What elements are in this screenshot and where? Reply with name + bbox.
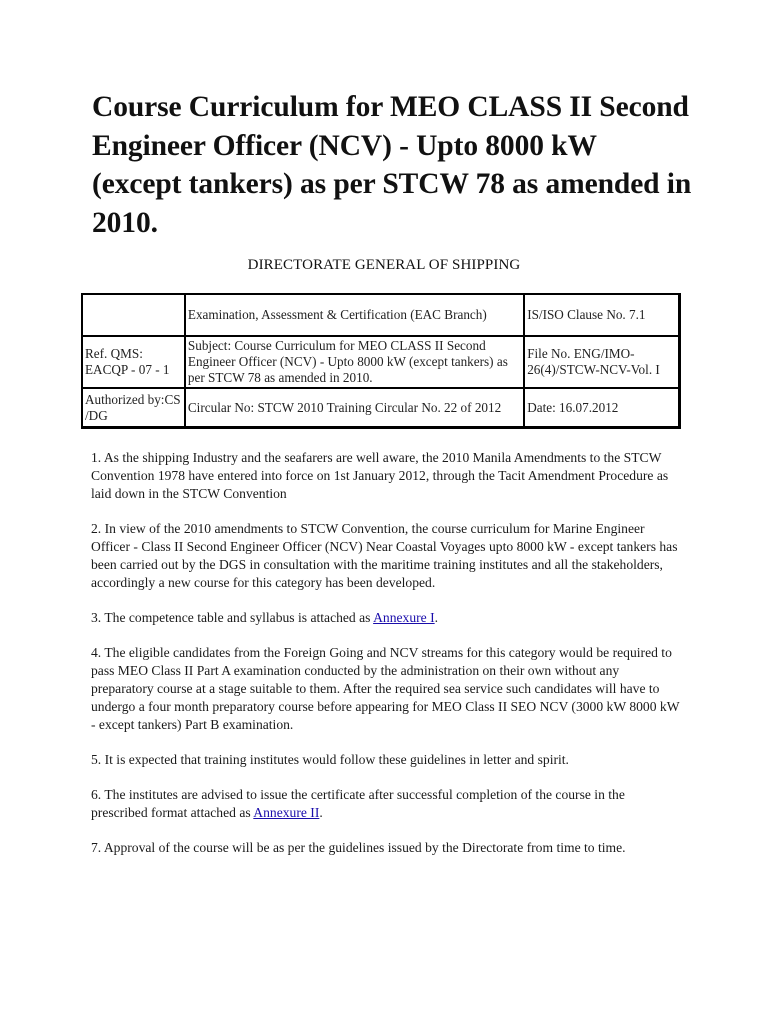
table-cell-branch: Examination, Assessment & Certification (EAC Branch) [185, 294, 524, 336]
table-row [82, 336, 679, 388]
table-cell-subject: Subject: Course Curriculum for MEO CLASS II Second Engineer Officer (NCV) - Upto 8000 kW (except tankers) as per STCW 78 as amended in 2010. [185, 336, 524, 388]
table-cell-authorized-by: Authorized by:CS /DG [82, 388, 185, 427]
paragraph-5: 5. It is expected that training institutes would follow these guidelines in letter and spirit. [91, 752, 569, 767]
paragraph-6-text: 6. The institutes are advised to issue the certificate after successful completion of the course in the prescribed format attached as [91, 787, 625, 820]
paragraph-7: 7. Approval of the course will be as per the guidelines issued by the Directorate from time to time. [91, 840, 626, 855]
table-cell-file-no: File No. ENG/IMO-26(4)/STCW-NCV-Vol. I [524, 336, 679, 388]
annexure-ii-link[interactable]: Annexure II [253, 805, 320, 820]
table-cell-iso-clause: IS/ISO Clause No. 7.1 [524, 294, 679, 336]
organization-heading: DIRECTORATE GENERAL OF SHIPPING [247, 257, 521, 273]
paragraph-6 [91, 786, 681, 822]
table-row [82, 294, 679, 336]
paragraph-3 [91, 609, 681, 627]
paragraph-3-end: . [434, 610, 439, 625]
paragraph-6-end: . [319, 805, 323, 820]
annexure-i-link[interactable]: Annexure I [373, 610, 435, 625]
paragraph-3-text: 3. The competence table and syllabus is attached as [91, 610, 374, 625]
circular-info-table [81, 293, 681, 429]
table-row [82, 388, 679, 427]
body-paragraphs [91, 449, 681, 874]
table-cell-circular-no: Circular No: STCW 2010 Training Circular No. 22 of 2012 [185, 388, 524, 427]
paragraph-1: 1. As the shipping Industry and the seafarers are well aware, the 2010 Manila Amendments to the STCW Convention 1978 have entered into force on 1st January 2012, through the Tacit Amendment Procedure as laid down in the STCW Convention [91, 450, 669, 501]
table-cell-ref-qms: Ref. QMS: EACQP - 07 - 1 [82, 336, 185, 388]
table-cell-empty [82, 294, 185, 336]
paragraph-2: 2. In view of the 2010 amendments to STCW Convention, the course curriculum for Marine Engineer Officer - Class II Second Engineer Officer (NCV) Near Coastal Voyages upto 8000 kW - except tankers has been carried out by the DGS in consultation with the maritime training institutes and all the stakeholders, accordingly a new course for this category has been developed. [91, 521, 678, 590]
paragraph-4: 4. The eligible candidates from the Foreign Going and NCV streams for this category would be required to pass MEO Class II Part A examination conducted by the administration on their own without any preparatory course at a stage suitable to them. After the required sea service such candidates will have to undergo a four month preparatory course before appearing for MEO Class II SEO NCV (3000 kW 8000 kW - except tankers) Part B examination. [91, 645, 680, 732]
page-title: Course Curriculum for MEO CLASS II Second Engineer Officer (NCV) - Upto 8000 kW (except tankers) as per STCW 78 as amended in 2010. [92, 91, 692, 239]
table-cell-date: Date: 16.07.2012 [524, 388, 679, 427]
